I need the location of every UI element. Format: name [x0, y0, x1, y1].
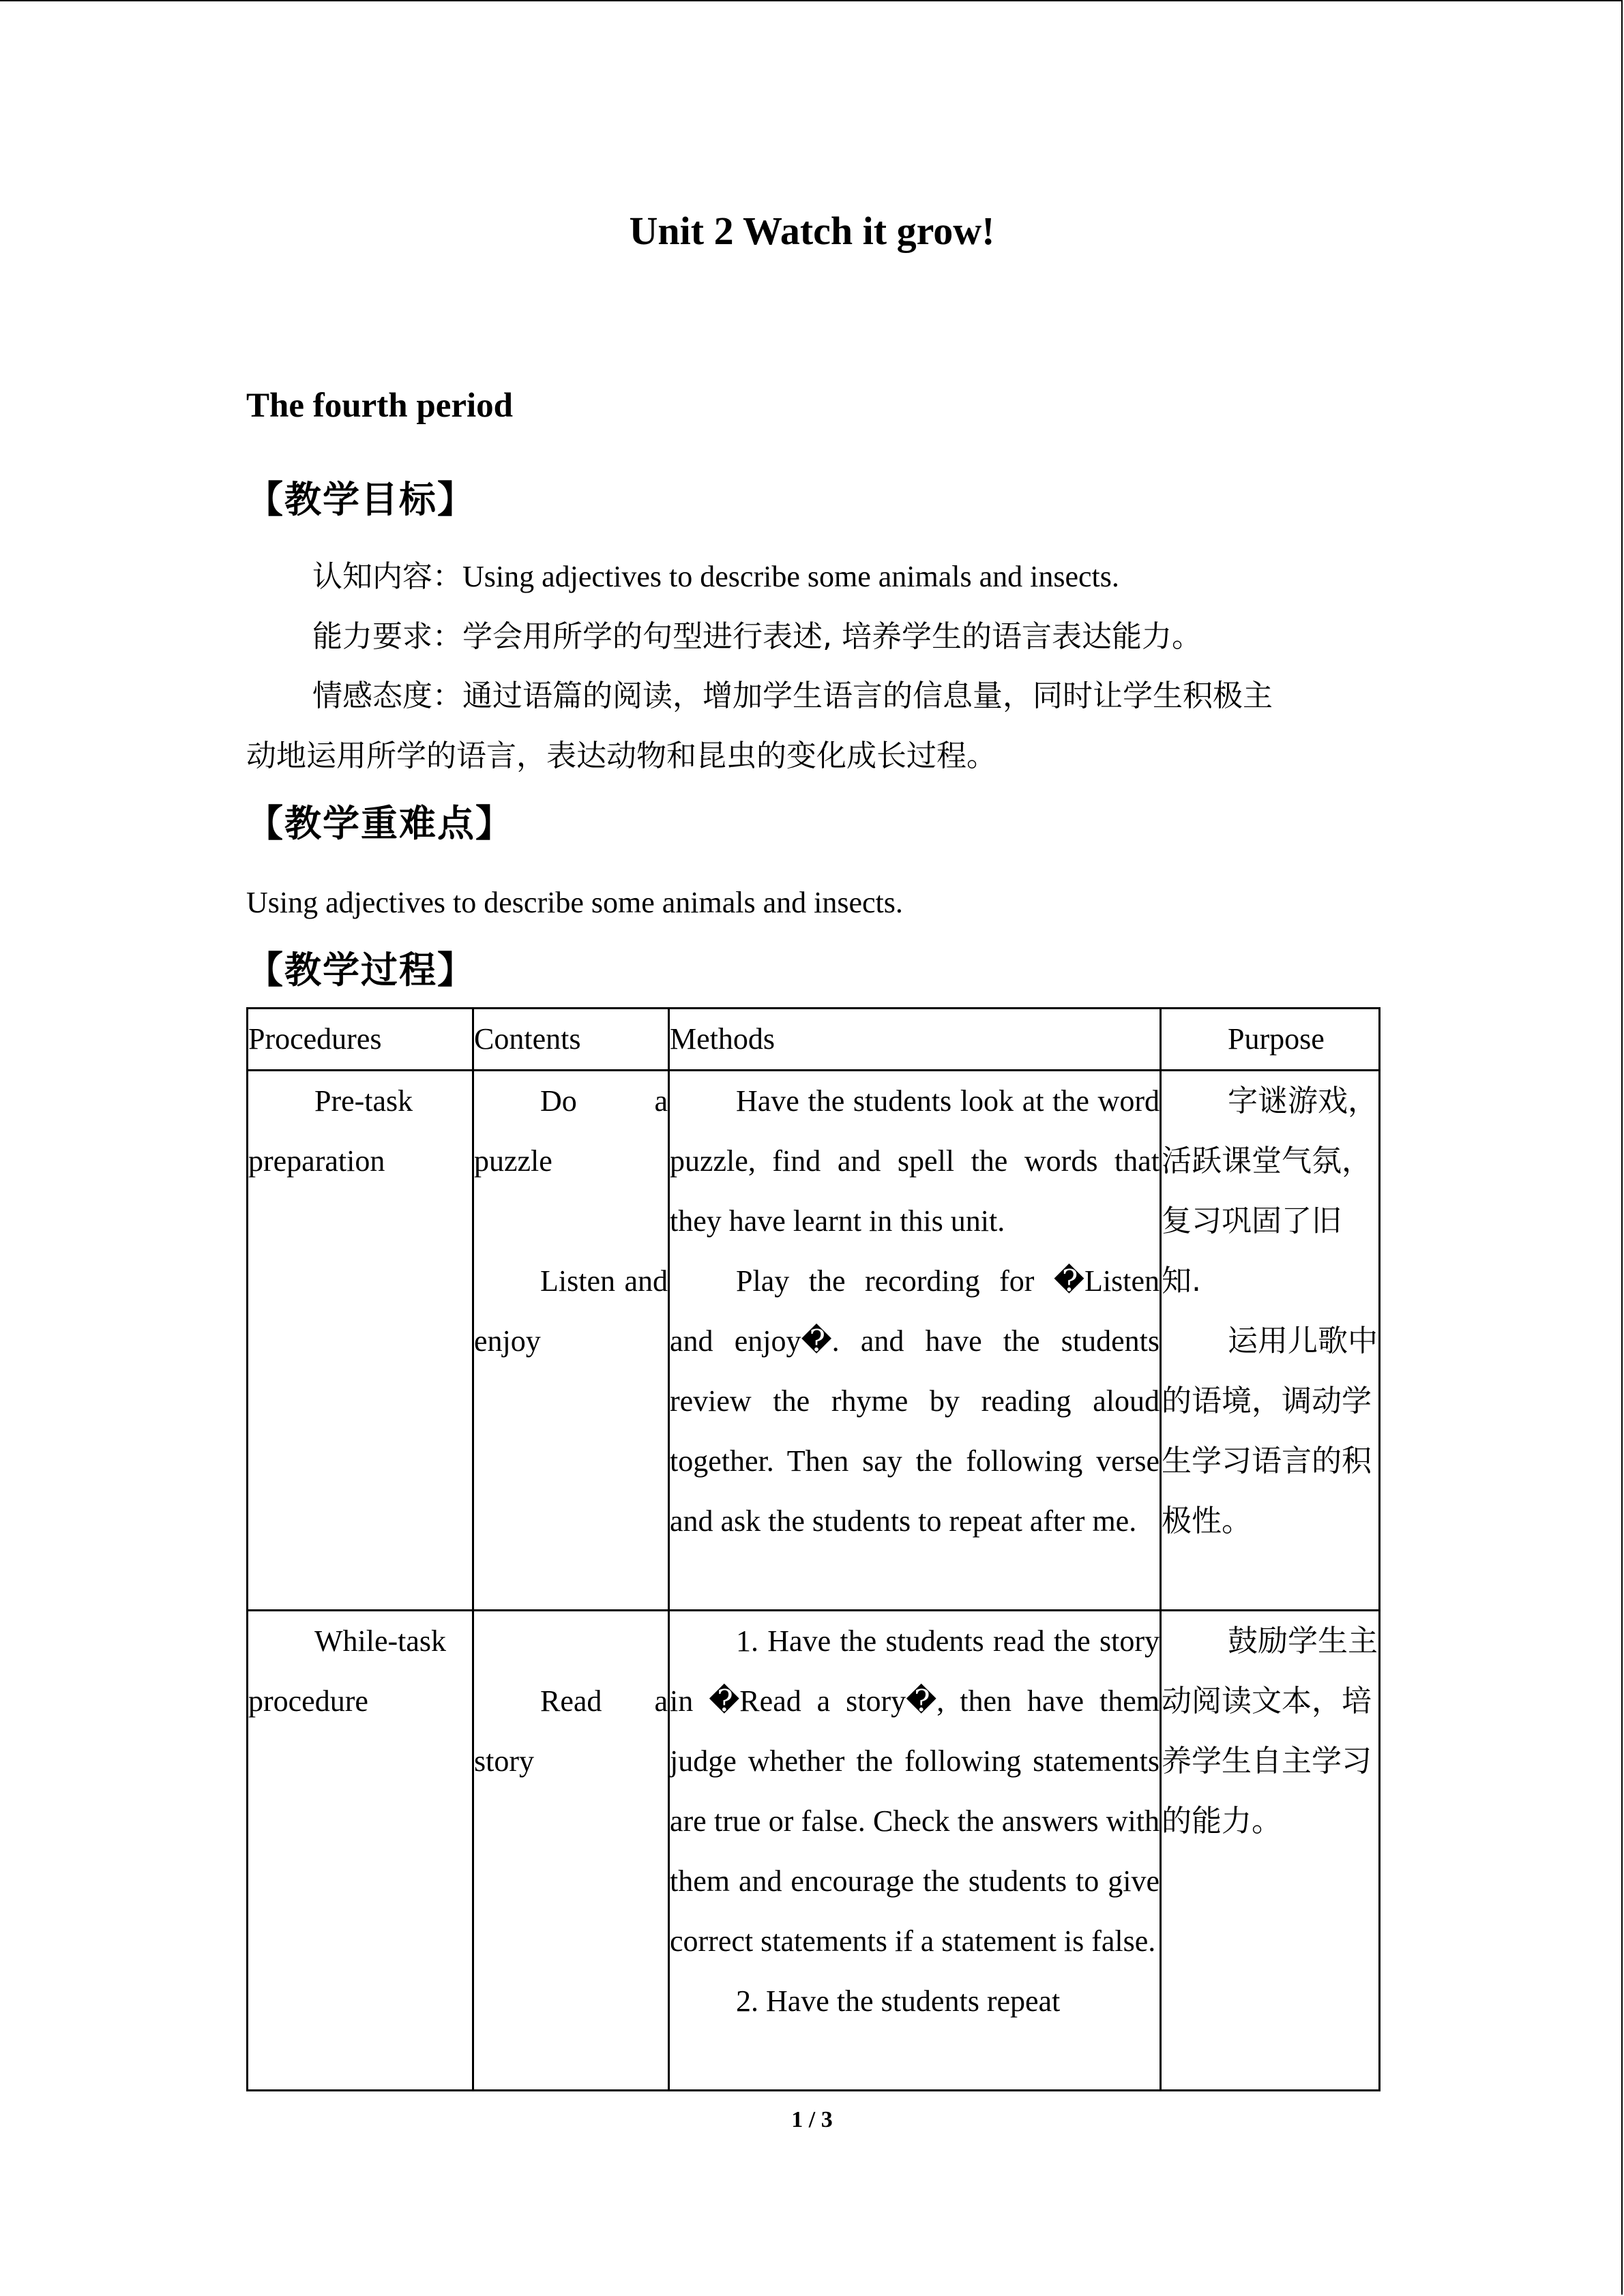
objective-attitude-line-1: 情感态度：通过语篇的阅读，增加学生语言的信息量，同时让学生积极主: [312, 679, 1273, 713]
key-points-text: Using adjectives to describe some animals and insects.: [246, 886, 903, 919]
header-methods: Methods: [669, 1009, 1161, 1071]
page-indicator: 1 / 3: [791, 2107, 833, 2132]
procedure-cell: While-task procedure: [248, 1624, 447, 1718]
objective-ability: 能力要求：学会用所学的句型进行表述, 培养学生的语言表达能力。: [312, 619, 1202, 654]
method-cell: 2. Have the students repeat: [736, 1984, 1061, 2018]
purpose-cell: 运用儿歌中的语境，调动学生学习语言的积极性。: [1162, 1324, 1378, 1538]
purpose-cell: 鼓励学生主动阅读文本，培养学生自主学习的能力。: [1162, 1624, 1378, 1838]
period-heading: The fourth period: [246, 387, 514, 425]
contents-cell: Read a story: [474, 1684, 668, 1778]
table-header-row: [248, 1009, 1380, 1071]
document-title: Unit 2 Watch it grow!: [629, 209, 995, 253]
procedure-table: [246, 1007, 1381, 2091]
objectives-heading: 【教学目标】: [246, 478, 475, 521]
header-procedures: Procedures: [248, 1009, 473, 1071]
contents-cell: Listen and enjoy: [474, 1264, 668, 1358]
method-cell: Play the recording for �Listen and enjoy�. and have the students review the rhyme by reading aloud together. Then say the following verse and ask the students to repeat after me.: [670, 1264, 1160, 1538]
purpose-cell: 字谜游戏，活跃课堂气氛，复习巩固了旧知.: [1162, 1084, 1378, 1298]
objective-cognitive: 认知内容：Using adjectives to describe some animals and insects.: [312, 560, 1119, 593]
table-row: [248, 1071, 1380, 1611]
key-points-heading: 【教学重难点】: [246, 802, 514, 845]
method-cell: Have the students look at the word puzzle, find and spell the words that they have learnt in this unit.: [670, 1084, 1160, 1238]
objective-attitude-line-2: 动地运用所学的语言，表达动物和昆虫的变化成长过程。: [246, 739, 996, 773]
header-contents: Contents: [473, 1009, 669, 1071]
method-cell: 1. Have the students read the story in �Read a story�, then have them judge whether the following statements are true or false. Check the answers with them and encourage the students to give correct statements if a statement is false.: [670, 1624, 1160, 1958]
table-row: [248, 1611, 1380, 2091]
header-purpose: Purpose: [1161, 1009, 1380, 1071]
procedure-cell: Pre-task preparation: [248, 1084, 413, 1178]
contents-cell: Do a puzzle: [474, 1084, 668, 1178]
process-heading: 【教学过程】: [246, 949, 475, 992]
